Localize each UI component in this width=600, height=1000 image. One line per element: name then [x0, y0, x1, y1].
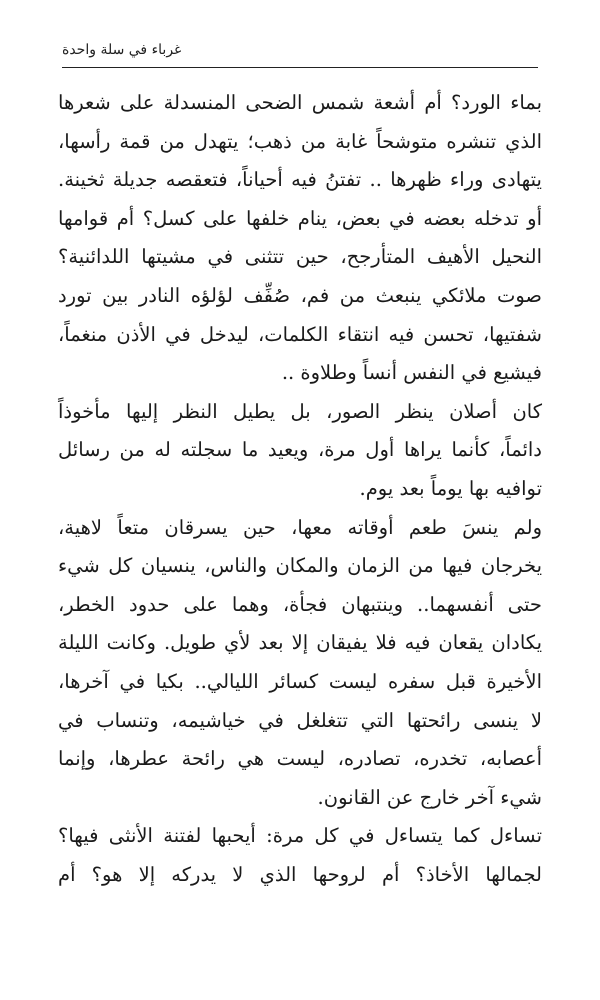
- text-line: لا ينسى رائحتها التي تتغلغل في خياشيمه، وتنساب في: [58, 708, 542, 732]
- text-line: فيشيع في النفس أنساً وطلاوة ..: [281, 361, 542, 385]
- text-line: تساءل كما يتساءل في كل مرة: أيحبها لفتنة الأنثى فيها؟: [58, 824, 542, 848]
- text-line: الأخيرة قبل سفره ليست كسائر الليالي.. بكيا في آخرها،: [58, 669, 542, 693]
- text-line: أو تدخله بعضه في بعض، ينام خلفها على كسل؟ أم قوامها: [58, 206, 542, 230]
- text-line: توافيه بها يوماً بعد يوم.: [359, 476, 542, 500]
- text-line: لجمالها الأخاذ؟ أم لروحها الذي لا يدركه إلا هو؟ أم: [58, 862, 542, 886]
- text-line: يخرجان فيها من الزمان والمكان والناس، ينسيان كل شيء: [58, 554, 542, 578]
- paragraph-4: [58, 509, 542, 818]
- book-title: غرباء في سلة واحدة: [62, 42, 182, 58]
- running-header: [62, 40, 538, 68]
- text-line: كان أصلان ينظر الصور، بل يطيل النظر إليها مأخوذاً: [58, 399, 542, 423]
- body-text: [58, 84, 542, 894]
- text-line: أعصابه، تخدره، تصادره، ليست هي رائحة عطرها، وإنما: [58, 747, 542, 771]
- paragraph-5: [58, 817, 542, 894]
- text-line: حتى أنفسهما.. وينتبهان فجأة، وهما على حدود الخطر،: [58, 592, 542, 616]
- paragraph-3: [58, 393, 542, 509]
- text-line: شفتيها، تحسن فيه انتقاء الكلمات، ليدخل في الأذن منغماً،: [58, 322, 542, 346]
- text-line: الذي تنشره متوشحاً غابة من ذهب؛ يتهدل من قمة رأسها،: [58, 129, 542, 153]
- text-line: يتهادى وراء ظهرها .. تفتنُ فيه أحياناً، فتعقصه جديلة ثخينة.: [58, 168, 542, 192]
- text-line: دائماً، كأنما يراها أول مرة، ويعيد ما سجلته له من رسائل: [58, 438, 542, 462]
- text-line: يكادان يقعان فيه فلا يفيقان إلا بعد لأي طويل. وكانت الليلة: [58, 631, 542, 655]
- paragraph-2: [58, 277, 542, 393]
- text-line: صوت ملائكي ينبعث من فم، صُفِّف لؤلؤه النادر بين تورد: [58, 283, 542, 307]
- paragraph-1: [58, 84, 542, 277]
- text-line: شيء آخر خارج عن القانون.: [317, 785, 542, 809]
- text-line: بماء الورد؟ أم أشعة شمس الضحى المنسدلة على شعرها: [58, 91, 542, 114]
- text-line: النحيل الأهيف المتأرجح، حين تتثنى في مشيتها اللدائنية؟: [58, 245, 542, 269]
- text-line: ولم ينسَ طعم أوقاته معها، حين يسرقان متعاً لاهية،: [58, 515, 542, 539]
